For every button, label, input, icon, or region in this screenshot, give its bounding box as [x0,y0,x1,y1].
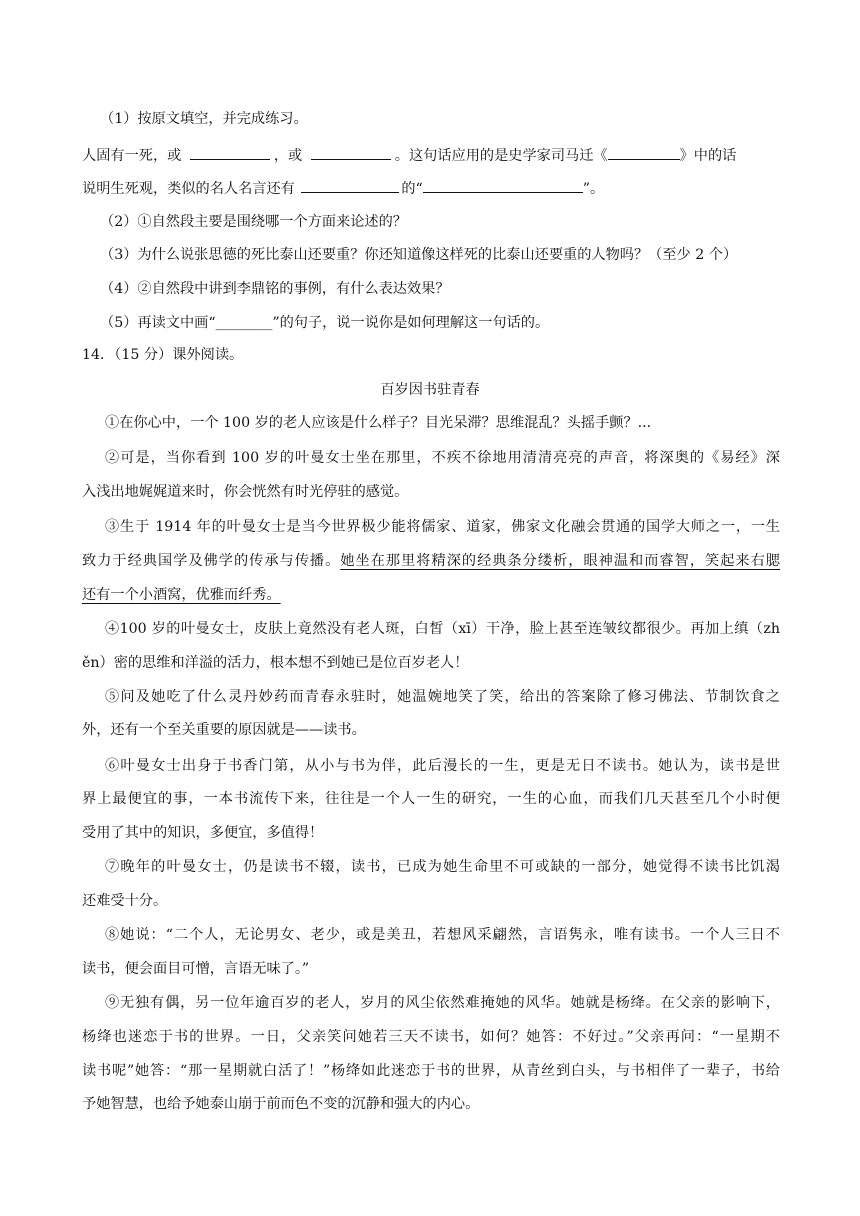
paragraph-6-line-2: 界上最便宜的事，一本书流传下来，往往是一个人一生的研究，一生的心血，而我们几天甚至几个小时便 [82,791,780,807]
paragraph-1: ①在你心中，一个 100 岁的老人应该是什么样子？目光呆滞？思维混乱？头摇手颤？... [105,415,652,431]
paragraph-3-line-2 [82,551,780,571]
section-14-heading: 14．（15 分）课外阅读。 [82,347,244,363]
paragraph-3-text: 致力于经典国学及佛学的传承与传播。 [82,553,341,569]
passage-title: 百岁因书驻青春 [380,382,480,398]
paragraph-7-line-1: ⑦晚年的叶曼女士，仍是读书不辍，读书，已成为她生命里不可或缺的一部分，她觉得不读书比饥渴 [105,859,780,875]
paragraph-8-line-1: ⑧她说：“二个人，无论男女、老少，或是美丑，若想风采翩然，言语隽永，唯有读书。一个人三日不 [105,927,780,943]
paragraph-5-line-1: ⑤问及她吃了什么灵丹妙药而青春永驻时，她温婉地笑了笑，给出的答案除了修习佛法、节制饮食之 [105,689,780,705]
fill-text: 》中的话 [679,148,737,164]
paragraph-2-line-1: ②可是，当你看到 100 岁的叶曼女士坐在那里，不疾不徐地用清清亮亮的声音，将深奥的《易经》深 [105,450,780,466]
answer-blank[interactable] [190,145,270,160]
paragraph-5-line-2: 外，还有一个至关重要的原因就是——读书。 [82,722,366,738]
fill-text: 人固有一死，或 [82,148,182,164]
paragraph-8-line-2: 读书，便会面目可憎，言语无味了。” [82,961,310,977]
paragraph-9-line-1: ⑨无独有偶，另一位年逾百岁的老人，岁月的风尘依然难掩她的风华。她就是杨绛。在父亲的影响下， [105,995,780,1011]
paragraph-9-line-3: 读书呢”她答：“那一星期就白活了！”杨绛如此迷恋于书的世界，从青丝到白头，与书相伴了一辈子，书给 [82,1063,780,1079]
paragraph-9-line-4: 予她智慧，也给予她泰山崩于前而色不变的沉静和强大的内心。 [82,1096,480,1112]
fill-text: 的“ [401,181,423,197]
paragraph-4-line-2: ěn）密的思维和洋溢的活力，根本想不到她已是位百岁老人！ [82,655,469,671]
paragraph-4-line-1: ④100 岁的叶曼女士，皮肤上竟然没有老人斑，白皙（xī）干净，脸上甚至连皱纹都很少。再加上缜（zh [105,621,780,637]
answer-blank[interactable] [423,178,583,193]
underlined-sentence: 她坐在那里将精深的经典条分缕析，眼神温和而睿智，笑起来右腮 [340,553,780,569]
answer-blank[interactable] [311,145,391,160]
paragraph-3-line-1: ③生于 1914 年的叶曼女士是当今世界极少能将儒家、道家，佛家文化融会贯通的国学大师之一，一生 [105,519,780,535]
fill-text: 说明生死观，类似的名人名言还有 [82,181,295,197]
question-4: （4）②自然段中讲到李鼎铭的事例，有什么表达效果？ [100,281,450,297]
question-2: （2）①自然段主要是围绕哪一个方面来论述的？ [100,214,407,230]
fill-text: 。这句话应用的是史学家司马迁《 [394,148,608,164]
paragraph-7-line-2: 还难受十分。 [82,893,168,909]
paragraph-9-line-2: 杨绛也迷恋于书的世界。一日，父亲笑问她若三天不读书，如何？她答：不好过。”父亲再问：“一星期不 [82,1029,780,1045]
question-5: （5）再读文中画“________”的句子，说一说你是如何理解这一句话的。 [100,315,550,331]
fill-text: ”。 [582,181,605,197]
underlined-sentence: 还有一个小酒窝，优雅而纤秀。 [82,587,281,603]
paragraph-3-line-3 [82,585,782,605]
question-3: （3）为什么说张思德的死比泰山还要重？你还知道像这样死的比泰山还要重的人物吗？（至少 2 个） [100,247,738,263]
answer-blank[interactable] [301,178,399,193]
question-1-prompt: （1）按原文填空，并完成练习。 [100,111,308,127]
fill-text: ，或 [273,148,303,164]
question-1-fill-line-1 [82,145,782,166]
answer-blank[interactable] [608,145,680,160]
paragraph-2-line-2: 入浅出地娓娓道来时，你会恍然有时光停驻的感觉。 [82,484,409,500]
paragraph-6-line-3: 受用了其中的知识，多便宜，多值得！ [82,825,324,841]
paragraph-6-line-1: ⑥叶曼女士出身于书香门第，从小与书为伴，此后漫长的一生，更是无日不读书。她认为，读书是世 [105,758,780,774]
question-1-fill-line-2 [82,178,782,199]
